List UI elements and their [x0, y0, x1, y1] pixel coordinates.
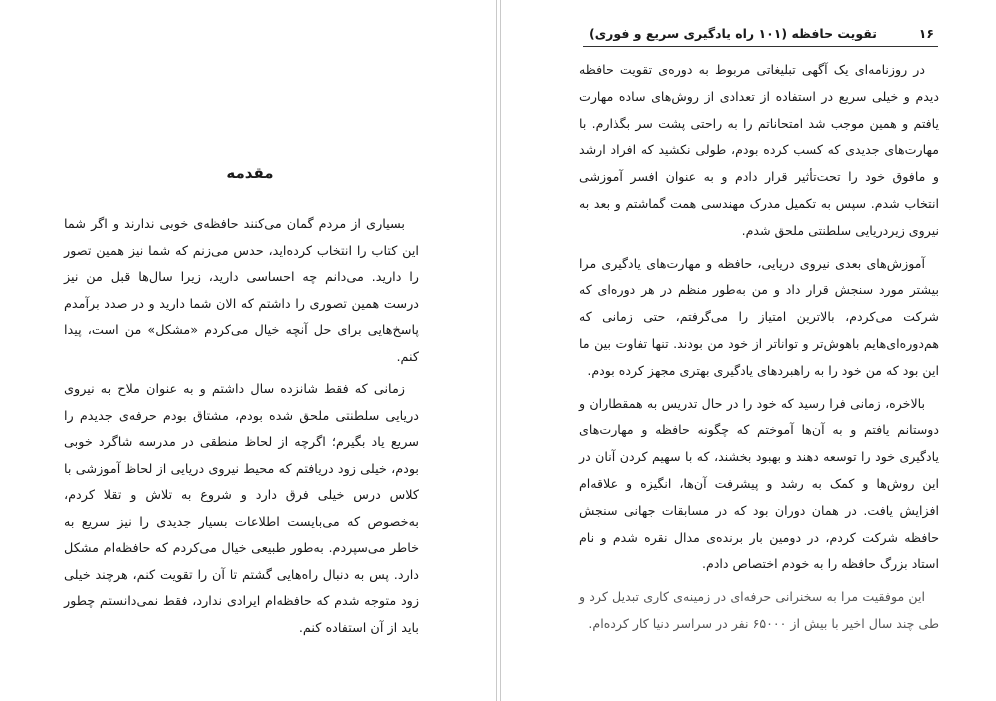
right-page	[503, 0, 996, 701]
page-gutter-line	[496, 0, 497, 701]
paragraph: زمانی که فقط شانزده سال داشتم و به عنوان ملاح به نیروی دریایی سلطنتی ملحق شده بودم، مشتاق بودم حرفه‌ی جدیدم را سریع یاد بگیرم؛ اگرچه از لحاظ منطقی در مدرسه شاگرد خوبی بودم، خیلی زود دریافتم که محیط نیروی دریایی از لحاظ آموزشی با کلاس درس خیلی فرق دارد و شروع به تلاش و تقلا کردم، به‌خصوص که می‌بایست اطلاعات بسیار جدیدی را نیز سریع به خاطر می‌سپردم. به‌طور طبیعی خیال می‌کردم که حافظه‌ام مشکل دارد. پس به دنبال راه‌هایی گشتم تا آن را تقویت کنم، هرچند خیلی زود متوجه شدم که حافظه‌ام ایرادی ندارد، فقط نمی‌دانستم چطور باید از آن استفاده کنم.	[64, 382, 419, 636]
paragraph: این موفقیت مرا به سخنرانی حرفه‌ای در زمینه‌ی کاری تبدیل کرد و طی چند سال اخیر با بیش از ۶۵۰۰۰ نفر در سراسر دنیا کار کرده‌ام.	[579, 589, 939, 631]
right-page-body	[579, 57, 939, 638]
page-number: ۱۶	[918, 25, 934, 41]
paragraph: در روزنامه‌ای یک آگهی تبلیغاتی مربوط به دوره‌ی تقویت حافظه دیدم و خیلی سریع در استفاده از تعدادی از روش‌های ساده مهارت یافتم و همین موجب شد امتحاناتم را به راحتی پشت سر بگذارم. با مهارت‌های جدیدی که کسب کرده بودم، طولی نکشید که افراد ارشد و مافوق خود را تحت‌تأثیر قرار دادم و به عنوان افسر آموزشی انتخاب شدم. سپس به تکمیل مدرک مهندسی همت گماشتم و بعد به نیروی زیردریایی سلطنتی ملحق شدم.	[579, 62, 939, 238]
running-header	[589, 22, 934, 44]
paragraph: آموزش‌های بعدی نیروی دریایی، حافظه و مهارت‌های یادگیری مرا بیشتر مورد سنجش قرار داد و من به‌طور منظم در هر دوره‌ای که شرکت می‌کردم، بالاترین امتیاز را می‌گرفتم، حتی زمانی که هم‌دوره‌ای‌هایم باهوش‌تر و تواناتر از خود من بودند. تنها تفاوت بین ما این بود که من خود را به راهبردهای یادگیری بهتری مجهز کرده بودم.	[579, 255, 939, 378]
left-page-body	[64, 212, 419, 642]
header-rule	[583, 46, 938, 47]
paragraph: بالاخره، زمانی فرا رسید که خود را در حال تدریس به همقطاران و دوستانم یافتم و به آن‌ها آموختم که چگونه حافظه و مهارت‌های یادگیری خود را توسعه دهند و بهبود بخشند، که با سهیم کردن آنان در این روش‌ها و کمک به رشد و پیشرفت آن‌ها، انگیزه و علاقه‌ام افزایش یافت. در همان دوران بود که در مسابقات جهانی سنجش حافظه شرکت کردم، در دومین بار برنده‌ی مدال نقره شدم و نام استاد بزرگ حافظه را به خودم اختصاص دادم.	[579, 395, 939, 572]
book-title-header: تقویت حافظه (۱۰۱ راه یادگیری سریع و فوری)	[589, 25, 877, 41]
left-page	[0, 0, 495, 701]
chapter-title: مقدمه	[226, 164, 274, 182]
paragraph: بسیاری از مردم گمان می‌کنند حافظه‌ی خوبی ندارند و اگر شما این کتاب را انتخاب کرده‌اید، حدس می‌زنم که شما نیز همین تصور را دارید. می‌دانم چه احساسی دارید، زیرا سال‌ها قبل من نیز درست همین تصوری را داشتم که الان شما دارید و در صدد برآمدم پاسخ‌هایی برای حل آنچه خیال می‌کردم «مشکل» من است، پیدا کنم.	[64, 217, 419, 365]
page-gutter-line	[500, 0, 501, 701]
